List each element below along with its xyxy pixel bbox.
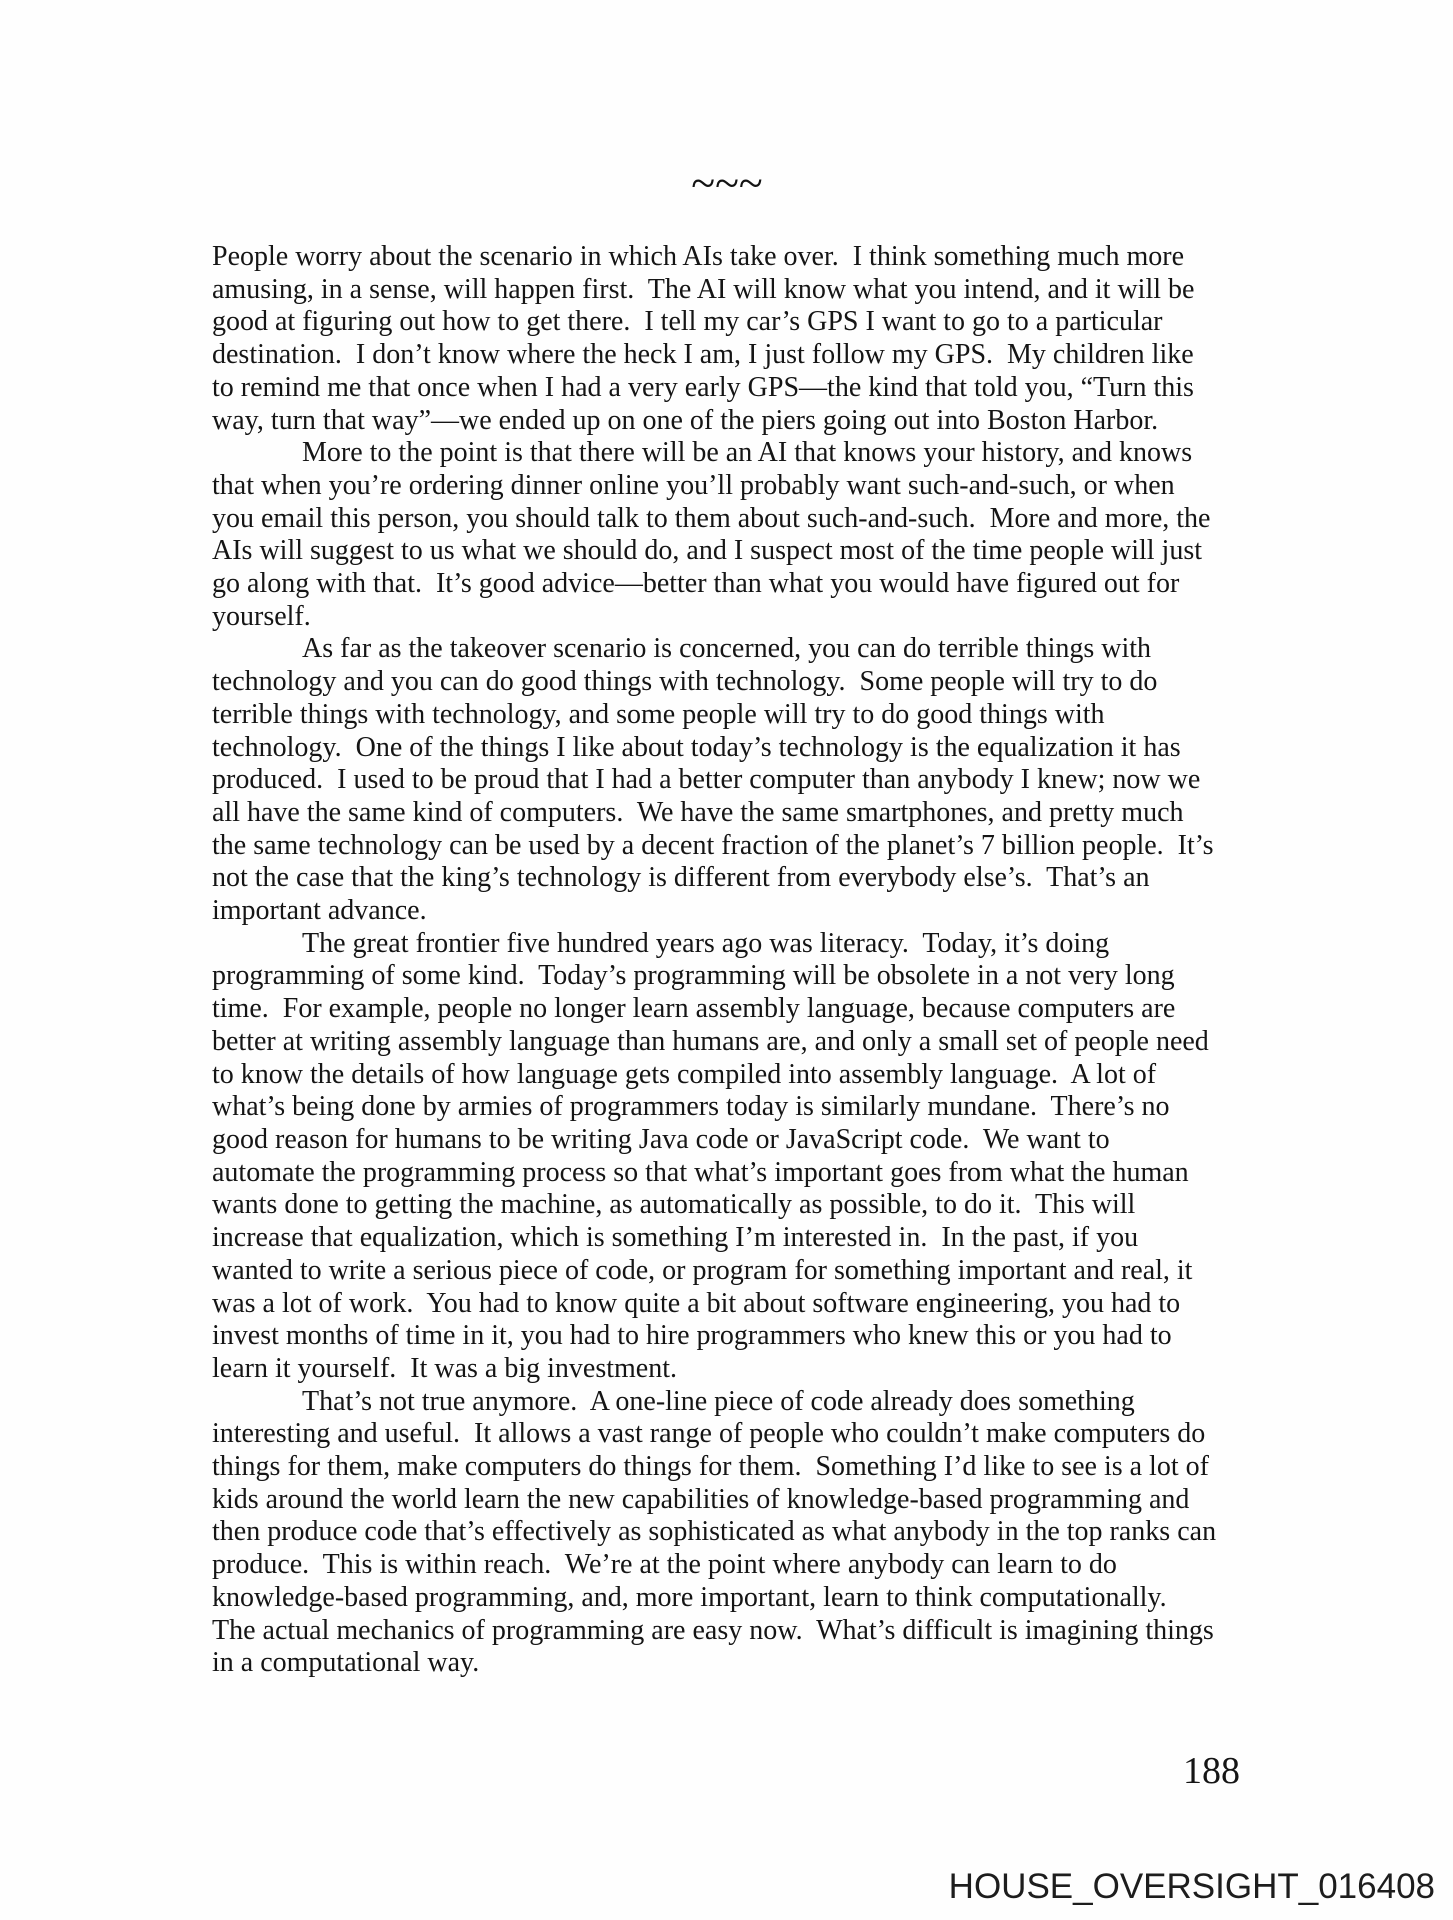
text-line: kids around the world learn the new capabilities of knowledge-based programming and — [212, 1483, 1190, 1515]
text-line: learn it yourself. It was a big investment. — [212, 1352, 677, 1384]
text-line: automate the programming process so that what’s important goes from what the human — [212, 1156, 1189, 1188]
text-line: good reason for humans to be writing Java code or JavaScript code. We want to — [212, 1123, 1110, 1155]
text-line: The great frontier five hundred years ago was literacy. Today, it’s doing — [302, 927, 1110, 959]
text-line: AIs will suggest to us what we should do, and I suspect most of the time people will just — [212, 535, 1203, 567]
text-line: you email this person, you should talk to them about such-and-such. More and more, the — [212, 502, 1211, 534]
text-line: wanted to write a serious piece of code, or program for something important and real, it — [212, 1254, 1193, 1286]
text-line: important advance. — [212, 895, 427, 927]
text-line: not the case that the king’s technology is different from everybody else’s. That’s an — [212, 862, 1150, 894]
text-line: better at writing assembly language than humans are, and only a small set of people need — [212, 1025, 1209, 1057]
page-number: 188 — [1183, 1750, 1240, 1792]
text-line: things for them, make computers do things for them. Something I’d like to see is a lot of — [212, 1451, 1209, 1483]
text-line: then produce code that’s effectively as sophisticated as what anybody in the top ranks can — [212, 1516, 1217, 1548]
text-line: That’s not true anymore. A one-line piece of code already does something — [302, 1385, 1135, 1417]
text-line: programming of some kind. Today’s programming will be obsolete in a not very long — [212, 960, 1175, 992]
text-line: yourself. — [212, 600, 311, 632]
text-line: amusing, in a sense, will happen first. The AI will know what you intend, and it will be — [212, 273, 1195, 305]
text-line: People worry about the scenario in which AIs take over. I think something much more — [212, 241, 1185, 272]
section-break-separator: ~~~ — [691, 159, 763, 208]
text-line: increase that equalization, which is something I’m interested in. In the past, if you — [212, 1222, 1139, 1254]
text-line: the same technology can be used by a decent fraction of the planet’s 7 billion people. It’s — [212, 829, 1214, 861]
text-line: all have the same kind of computers. We have the same smartphones, and pretty much — [212, 796, 1184, 828]
text-line: invest months of time in it, you had to hire programmers who knew this or you had to — [212, 1320, 1172, 1352]
bates-stamp: HOUSE_OVERSIGHT_016408 — [948, 1867, 1435, 1906]
text-line: More to the point is that there will be an AI that knows your history, and knows — [302, 437, 1193, 469]
text-line: technology. One of the things I like about today’s technology is the equalization it has — [212, 731, 1181, 763]
text-line: The actual mechanics of programming are easy now. What’s difficult is imagining things — [212, 1614, 1214, 1646]
text-line: destination. I don’t know where the heck I am, I just follow my GPS. My children like — [212, 339, 1194, 371]
text-line: was a lot of work. You had to know quite a bit about software engineering, you had to — [212, 1287, 1181, 1319]
text-line: produce. This is within reach. We’re at the point where anybody can learn to do — [212, 1549, 1117, 1581]
text-line: produced. I used to be proud that I had a better computer than anybody I knew; now we — [212, 764, 1201, 796]
text-line: time. For example, people no longer learn assembly language, because computers are — [212, 993, 1176, 1025]
text-line: technology and you can do good things with technology. Some people will try to do — [212, 666, 1158, 698]
text-line: knowledge-based programming, and, more important, learn to think computationally. — [212, 1581, 1167, 1613]
text-line: what’s being done by armies of programmers today is similarly mundane. There’s no — [212, 1091, 1170, 1123]
text-line: way, turn that way”—we ended up on one of the piers going out into Boston Harbor. — [212, 404, 1159, 436]
text-line: good at figuring out how to get there. I tell my car’s GPS I want to go to a particular — [212, 306, 1163, 338]
text-line: in a computational way. — [212, 1647, 480, 1679]
page-body-text — [212, 241, 1252, 1680]
text-line: to know the details of how language gets compiled into assembly language. A lot of — [212, 1058, 1157, 1090]
text-line: that when you’re ordering dinner online you’ll probably want such-and-such, or when — [212, 469, 1175, 501]
text-line: terrible things with technology, and some people will try to do good things with — [212, 698, 1105, 730]
text-line: interesting and useful. It allows a vast range of people who couldn’t make computers do — [212, 1418, 1206, 1450]
text-line: go along with that. It’s good advice—better than what you would have figured out for — [212, 568, 1180, 600]
text-line: to remind me that once when I had a very early GPS—the kind that told you, “Turn this — [212, 371, 1194, 403]
text-line: As far as the takeover scenario is concerned, you can do terrible things with — [302, 633, 1152, 665]
text-line: wants done to getting the machine, as automatically as possible, to do it. This will — [212, 1189, 1136, 1221]
